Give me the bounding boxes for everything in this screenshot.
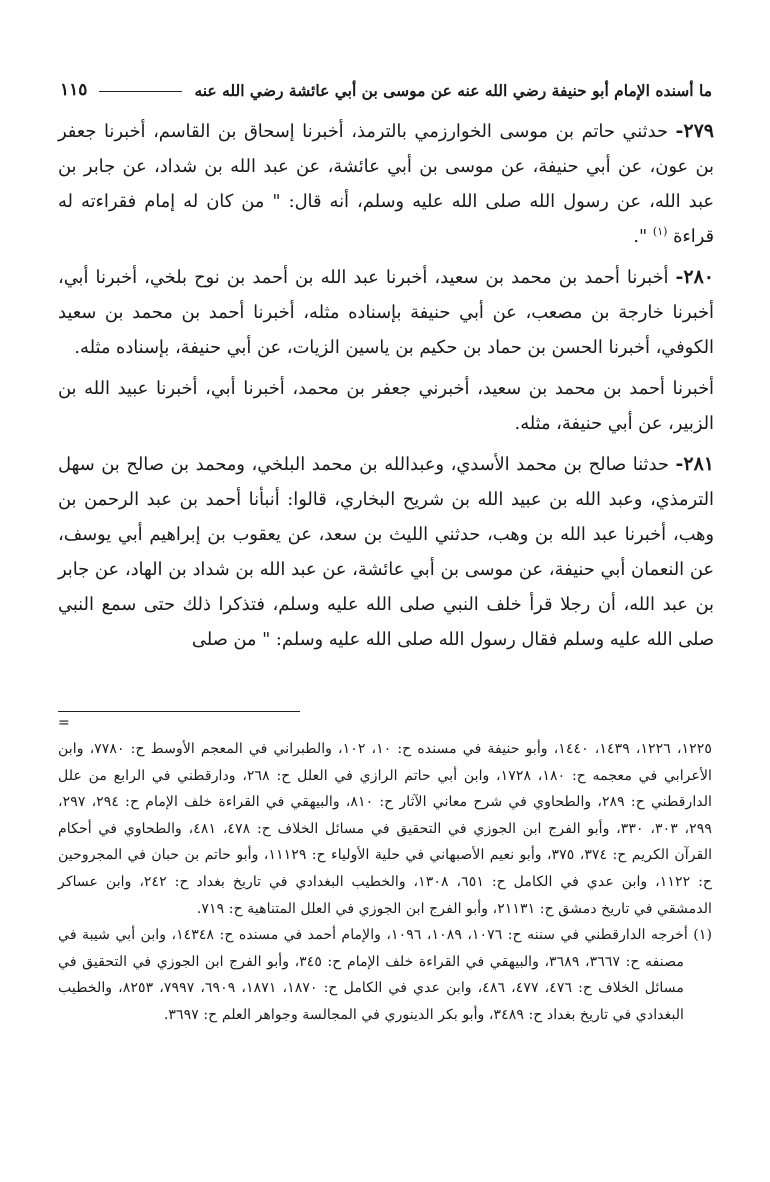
continuation-mark: = [58,715,70,731]
footnote-continuation: ١٢٢٥، ١٢٢٦، ١٤٣٩، ١٤٤٠، وأبو حنيفة في مسنده ح: ١٠، ١٠٢، والطبراني في المعجم الأوسط ح: ٧٧٨٠، وابن الأعرابي في معجمه ح: ١٨٠، ١٧٢٨، وابن أبي حاتم الرازي في العلل ح: ٢٦٨، ودارقطني في الرابع من علل الدارقطني ح: ٢٨٩، والطحاوي في شرح معاني الآثار ح: ٨١٠، والبيهقي في القراءة خلف الإمام ح: ٢٩٤، ٢٩٧، ٢٩٩، ٣٠٣، ٣٣٠، وأبو الفرج ابن الجوزي في التحقيق في مسائل الخلاف ح: ٤٧٨، ٤٨١، والطحاوي في أحكام القرآن الكريم ح: ٣٧٤، ٣٧٥، وأبو نعيم الأصبهاني في حلية الأولياء ح: ١١١٢٩، وأبو حاتم بن حبان في المجروحين ح: ١١٢٢، وابن عدي في الكامل ح: ٦٥١، ١٣٠٨، والخطيب البغدادي في تاريخ بغداد ح: ٢٤٢، وابن عساكر الدمشقي في تاريخ دمشق ح: ٢١١٣١، وأبو الفرج ابن الجوزي في العلل المتناهية ح: ٧١٩. [58,741,713,917]
hadith-text: أخبرنا أحمد بن محمد بن سعيد، أخبرنا عبد الله بن أحمد بن نوح بلخي، أخبرنا أبي، أخبرنا خارجة بن مصعب، عن أبي حنيفة بإسناده مثله، أخبرنا أحمد بن محمد بن سعيد الكوفي، أخبرنا الحسن بن حماد بن حكيم بن ياسين الزيات، عن أبي حنيفة، بإسناده مثله. [58,267,714,358]
footnote-separator [58,711,300,712]
footnote-text: أخرجه الدارقطني في سننه ح: ١٠٧٦، ١٠٨٩، ١٠٩٦، والإمام أحمد في مسنده ح: ١٤٣٤٨، وابن أبي شيبة في مصنفه ح: ٣٦٦٧، ٣٦٨٩، والبيهقي في القراءة خلف الإمام ح: ٣٤٥، وأبو الفرج ابن الجوزي في التحقيق في مسائل الخلاف ح: ٤٧٦، ٤٧٧، ٤٨٦، وابن عدي في الكامل ح: ١٨٧٠، ١٨٧١، ٦٩٠٩، ٧٩٩٧، ٨٢٥٣، والخطيب البغدادي في تاريخ بغداد ح: ٣٤٨٩، وأبو بكر الدينوري في المجالسة وجواهر العلم ح: ٣٦٩٧. [58,927,688,1023]
hadith-text: أخبرنا أحمد بن محمد بن سعيد، أخبرني جعفر بن محمد، أخبرنا أبي، أخبرنا عبيد الله بن الزبير، عن أبي حنيفة، مثله. [58,378,714,434]
hadith-text: حدثني حاتم بن موسى الخوارزمي بالترمذ، أخبرنا إسحاق بن القاسم، أخبرنا جعفر بن عون، عن أبي حنيفة، عن موسى بن أبي عائشة، عن عبد الله بن شداد، عن جابر بن عبد الله، عن رسول الله صلى الله عليه وسلم، أنه قال: " من كان له إمام فقراءته له قراءة [58,121,714,247]
hadith-280-variant [58,371,714,441]
footnote-reference: (١) [652,225,668,239]
running-title: ما أسنده الإمام أبو حنيفة رضي الله عنه عن موسى بن أبي عائشة رضي الله عنه [194,80,712,100]
main-text [58,114,714,663]
hadith-text: حدثنا صالح بن محمد الأسدي، وعبدالله بن محمد البلخي، ومحمد بن صالح بن سهل الترمذي، وعبد الله بن عبيد الله بن شريح البخاري، قالوا: أنبأنا أحمد بن عبد الرحمن بن وهب، أخبرنا عبد الله بن وهب، حدثني الليث بن سعد، عن يعقوب بن إبراهيم أبي يوسف، عن النعمان أبي حنيفة، عن موسى بن أبي عائشة، عن عبد الله بن شداد بن الهاد، عن جابر بن عبد الله، أن رجلا قرأ خلف النبي صلى الله عليه وسلم، فتذكرا ذلك حتى سمع النبي صلى الله عليه وسلم فقال رسول الله صلى الله عليه وسلم: " من صلى [58,454,714,650]
running-header [60,76,712,104]
hadith-text-end: ". [633,226,653,247]
hadith-280 [58,260,714,365]
hadith-number: ٢٨٠- [675,266,714,288]
hadith-279 [58,114,714,254]
footnote-number: (١) [693,927,712,944]
footnote-1 [58,922,712,1028]
page-number: ١١٥ [60,80,88,100]
header-rule [99,91,182,92]
hadith-number: ٢٨١- [675,453,714,475]
footnotes [58,736,712,1029]
hadith-number: ٢٧٩- [675,120,714,142]
hadith-281 [58,447,714,657]
